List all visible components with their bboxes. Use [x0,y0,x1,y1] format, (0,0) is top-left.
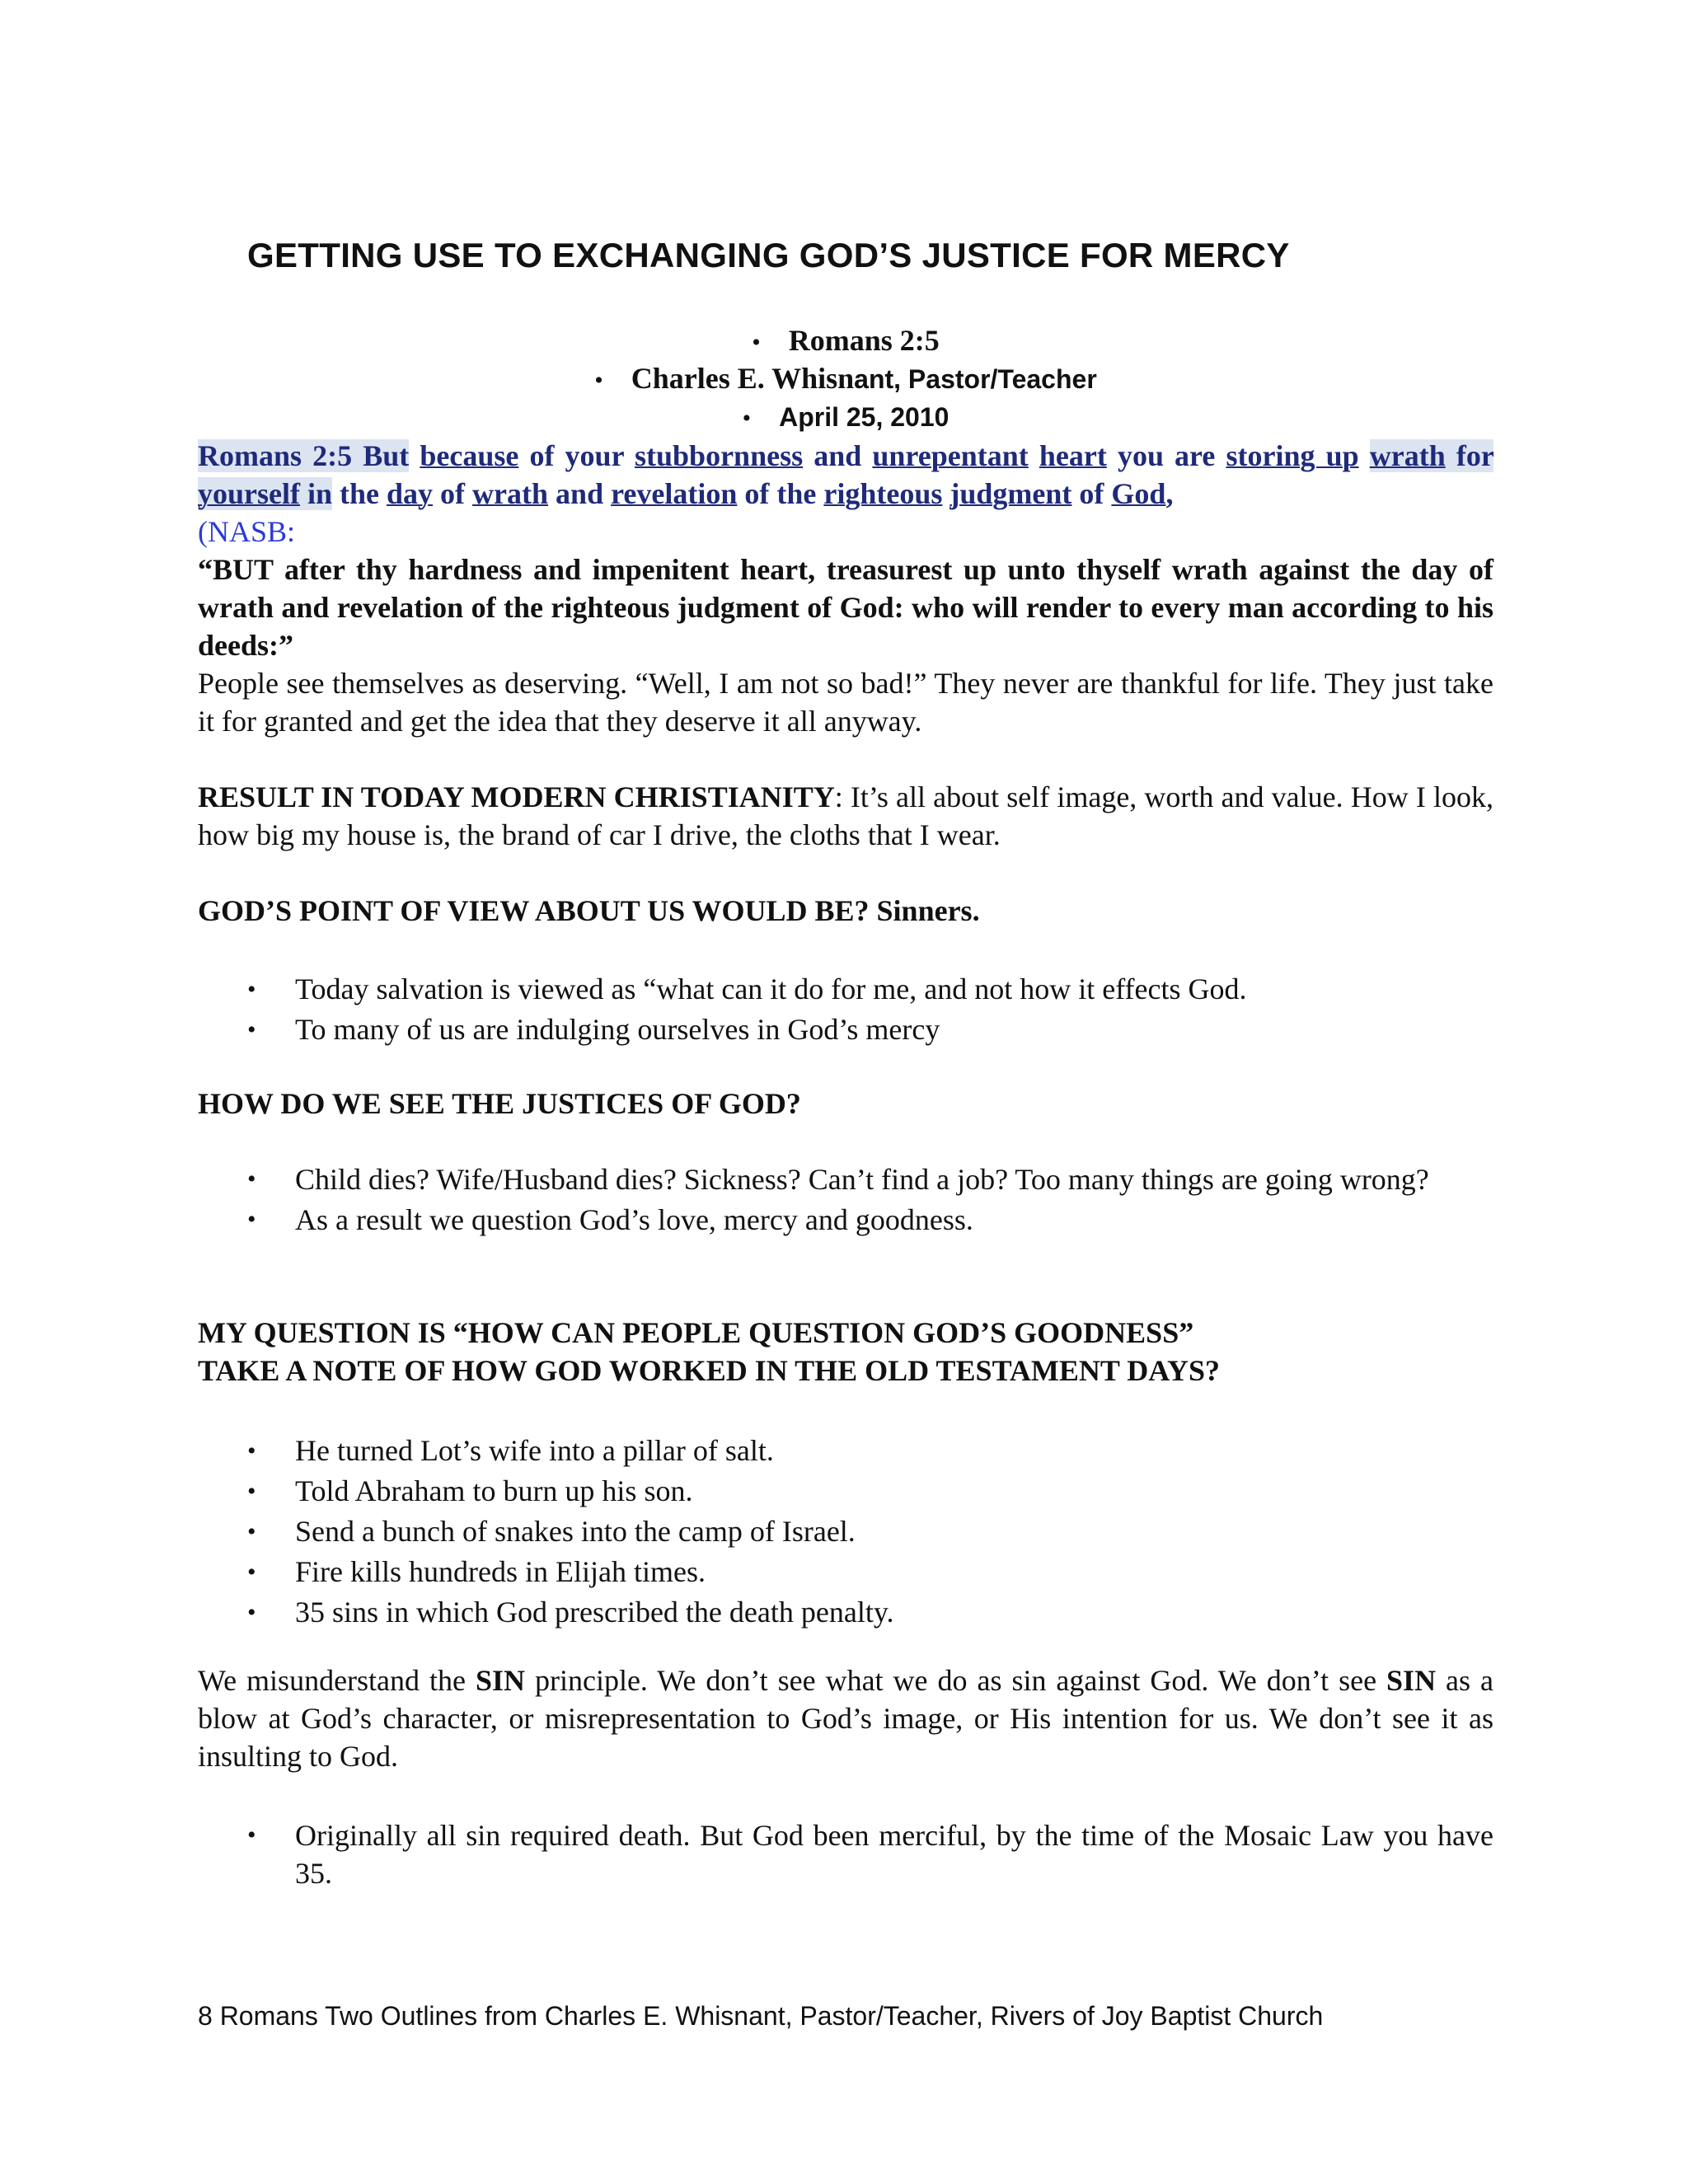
word-link[interactable]: righteous [823,477,943,510]
bullet-icon: • [752,329,761,356]
page-title: GETTING USE TO EXCHANGING GOD’S JUSTICE FOR MERCY [247,236,1290,274]
nasb-version-link[interactable]: (NASB: [198,515,296,548]
word-link[interactable]: storing up [1226,439,1359,472]
page-footer: 8 Romans Two Outlines from Charles E. Whisnant, Pastor/Teacher, Rivers of Joy Baptist Church [198,2001,1324,2031]
word-link[interactable]: because [420,439,519,472]
list-item: • Told Abraham to burn up his son. [198,1471,1493,1511]
author-line: • Charles E. Whisnant, Pastor/Teacher [594,362,1097,395]
list-item: • To many of us are indulging ourselves in God’s mercy [198,1010,1493,1050]
bullet-icon: • [594,367,603,394]
word-link[interactable]: unrepentant [872,439,1029,472]
list-item: • Child dies? Wife/Husband dies? Sickness? Can’t find a job? Too many things are going wrong? [198,1160,1493,1198]
word-link[interactable]: yourself [198,477,300,510]
word-link[interactable]: judgment [950,477,1072,510]
bullet-icon: • [247,1599,256,1626]
word-link[interactable]: wrath [472,477,549,510]
bullet-icon: • [247,1478,256,1505]
word-link[interactable]: heart [1039,439,1107,472]
bullet-icon: • [742,405,752,432]
list-item: • Fire kills hundreds in Elijah times. [198,1552,1493,1592]
pov-heading: GOD’S POINT OF VIEW ABOUT US WOULD BE? Sinners. [198,894,980,927]
bullet-icon: • [247,1437,256,1465]
list-item: • 35 sins in which God prescribed the death penalty. [198,1592,1493,1633]
justice-heading: HOW DO WE SEE THE JUSTICES OF GOD? [198,1087,801,1120]
word-link[interactable]: wrath [1369,439,1446,472]
final-list [198,1816,1493,1892]
bullet-icon: • [247,1206,256,1233]
list-item: • Today salvation is viewed as “what can it do for me, and not how it effects God. [198,969,1493,1010]
bullet-icon: • [247,1165,256,1193]
intro-paragraph: People see themselves as deserving. “Well, I am not so bad!” They never are thankful for life. They just take it for granted and get the idea that they deserve it all anyway. [198,667,1493,738]
bullet-icon: • [247,976,256,1003]
pov-list [198,969,1493,1050]
verse-reference-link[interactable]: Romans 2:5 [198,439,353,472]
date-line: • April 25, 2010 [742,402,950,432]
list-item: • Originally all sin required death. But God been merciful, by the time of the Mosaic Law you have 35. [198,1816,1493,1892]
bullet-icon: • [247,1518,256,1545]
sin-paragraph: We misunderstand the SIN principle. We don’t see what we do as sin against God. We don’t see SIN as a blow at God’s character, or misrepresentation to God’s image, or His intention for us. We don’t see it as insulting to God. [198,1664,1493,1773]
word-link[interactable]: day [387,477,434,510]
bullet-icon: • [247,1821,256,1849]
word-link[interactable]: revelation [611,477,738,510]
bullet-icon: • [247,1558,256,1586]
old-testament-list [198,1431,1493,1633]
list-item: • As a result we question God’s love, mercy and goodness. [198,1201,1493,1239]
question-heading: MY QUESTION IS “HOW CAN PEOPLE QUESTION GOD’S GOODNESS” TAKE A NOTE OF HOW GOD WORKED IN THE OLD TESTAMENT DAYS? [198,1316,1220,1387]
kjv-quote: “BUT after thy hardness and impenitent heart, treasurest up unto thyself wrath against the day of wrath and revelation of the righteous judgment of God: who will render to every man according to his deeds:” [198,553,1493,662]
word-link[interactable]: God [1111,477,1166,510]
nasb-verse: Romans 2:5 But because of your stubbornness and unrepentant heart you are storing up wrath for yourself in the day of wrath and revelation of the righteous judgment of God, (NASB: [198,439,1494,548]
result-paragraph: RESULT IN TODAY MODERN CHRISTIANITY: It’s all about self image, worth and value. How I look, how big my house is, the brand of car I drive, the cloths that I wear. [198,780,1493,851]
scripture-reference: • Romans 2:5 [752,324,940,357]
list-item: • Send a bunch of snakes into the camp of Israel. [198,1511,1493,1552]
word-link[interactable]: stubbornness [635,439,804,472]
list-item: • He turned Lot’s wife into a pillar of salt. [198,1431,1493,1471]
result-label: RESULT IN TODAY MODERN CHRISTIANITY [198,780,835,813]
justice-list [198,1160,1493,1239]
bullet-icon: • [247,1016,256,1043]
